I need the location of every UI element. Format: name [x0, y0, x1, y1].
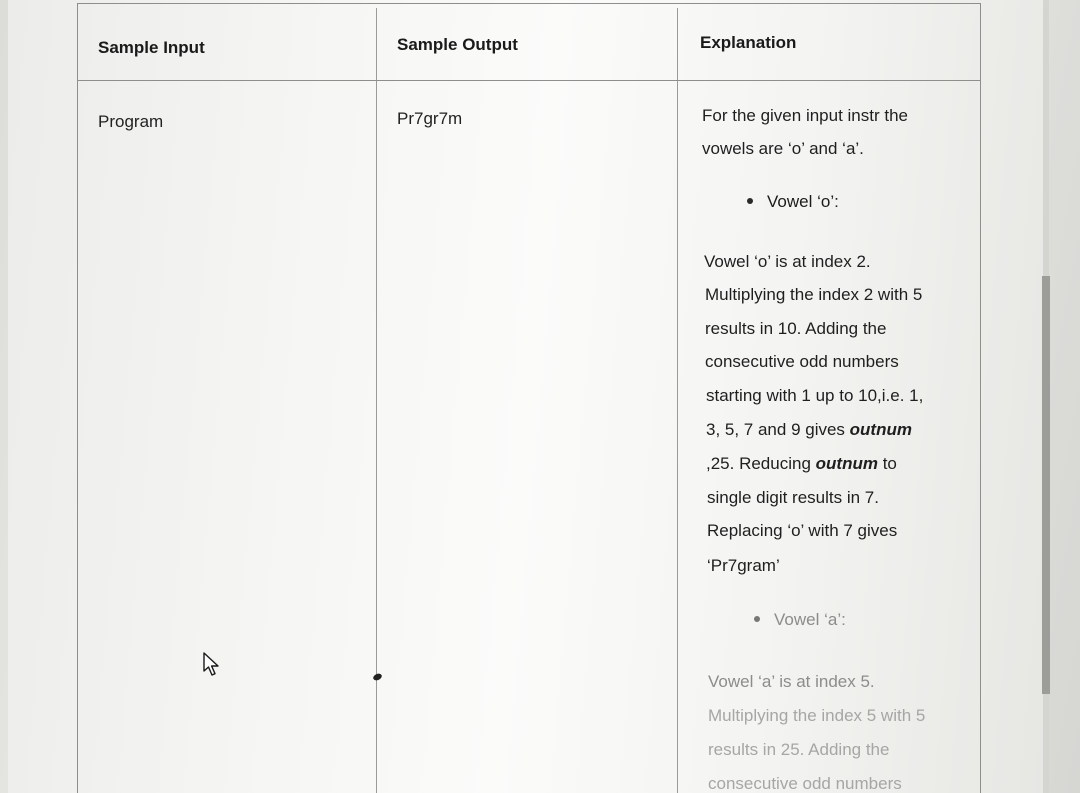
explanation-o-line: single digit results in 7.: [707, 488, 879, 507]
column-divider-2: [677, 8, 678, 793]
explanation-o-line: consecutive odd numbers: [705, 352, 899, 371]
cell-sample-output: Pr7gr7m: [397, 109, 463, 128]
header-divider: [77, 80, 981, 81]
explanation-intro-line: vowels are ‘o’ and ‘a’.: [702, 139, 864, 158]
explanation-o-line: ‘Pr7gram’: [707, 556, 780, 575]
header-explanation: Explanation: [700, 33, 797, 52]
header-sample-input: Sample Input: [98, 38, 205, 57]
explanation-o-line: [706, 454, 897, 474]
explanation-o-line: [706, 420, 912, 440]
explanation-a-line: Vowel ‘a’ is at index 5.: [708, 672, 875, 691]
explanation-a-line: Multiplying the index 5 with 5: [708, 706, 926, 725]
explanation-o-line: Vowel ‘o’ is at index 2.: [704, 252, 871, 271]
bullet-vowel-a: [754, 610, 846, 630]
explanation-o-line: Replacing ‘o’ with 7 gives: [707, 521, 898, 540]
explanation-a-line: consecutive odd numbers: [708, 774, 902, 793]
explanation-o-line: starting with 1 up to 10,i.e. 1,: [706, 386, 924, 405]
explanation-o-text: ,25. Reducing: [706, 454, 816, 473]
explanation-intro-line: For the given input instr the: [702, 106, 909, 125]
header-sample-output: Sample Output: [397, 35, 518, 54]
bullet-dot-icon: [754, 616, 760, 622]
bullet-vowel-o-label: Vowel ‘o’:: [767, 192, 839, 211]
outnum-term: outnum: [849, 420, 912, 439]
explanation-o-text: 3, 5, 7 and 9 gives: [706, 420, 850, 439]
explanation-a-line: results in 25. Adding the: [708, 740, 890, 759]
bullet-dot-icon: [747, 198, 753, 204]
outnum-term: outnum: [815, 454, 878, 473]
bullet-vowel-o: [747, 192, 839, 212]
explanation-o-line: results in 10. Adding the: [705, 319, 887, 338]
bullet-vowel-a-label: Vowel ‘a’:: [774, 610, 846, 629]
mouse-pointer-icon: [202, 651, 222, 677]
explanation-o-text: to: [877, 454, 897, 473]
cell-sample-input: Program: [98, 112, 164, 131]
scrollbar-thumb[interactable]: [1042, 276, 1050, 694]
explanation-o-line: Multiplying the index 2 with 5: [705, 285, 923, 304]
